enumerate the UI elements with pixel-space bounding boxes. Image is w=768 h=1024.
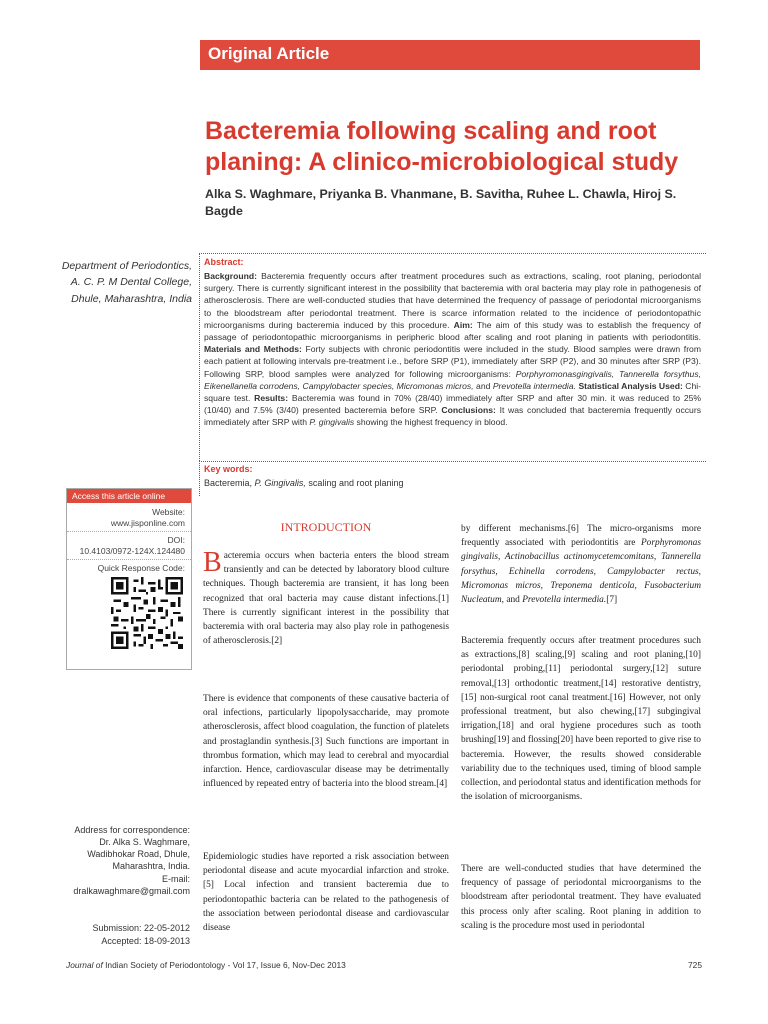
access-heading: Access this article online [67,489,191,503]
abstract-background-label: Background: [204,271,257,281]
abstract-organisms-last: Prevotella intermedia. [492,380,576,391]
qr-code-icon[interactable] [111,577,183,649]
intro-c2p1-ref: [7] [606,595,618,606]
intro-paragraph: There are well-conducted studies that have determined the frequency of passage of periodontal microorganisms to the bloodstream after periodontal treatment. They have evaluated this process only after scaling. Root planing in addition to scaling is the procedure most used in periodontal [461,864,701,931]
intro-paragraph: There is evidence that components of these causative bacteria of oral infections, particularly lipopolysaccharide, may promote atherosclerosis, affect blood coagulation, the function of platelets and prostaglandin synthesis.[3] Such functions are important in thrombus formation, which may lead to cerebral and myocardial infarction. Hence, cardiovascular disease may be detrimentally influenced by repeated entry of bacteria into the blood stream.[4] [203,694,449,790]
abstract-aim: The aim of this study was to establish the frequency of passage of periodontopathic microorganisms in peripheric blood after scaling and root planing in patients with periodontitis. [204,319,702,343]
doi-label: DOI: [167,535,185,545]
abstract-methods: Forty subjects with chronic periodontitis were included in the study. Blood samples were drawn from each patient at following intervals pre-treatment i.e., before SRP (P1), immediately after SRP (P2), and 30 minutes after SRP (P3). Following SRP, blood samples were analyzed for following microorganisms: [204,344,701,379]
qr-label: Quick Response Code: [97,563,185,573]
page-number: 725 [688,960,702,970]
intro-paragraph [461,522,701,607]
abstract-results: Bacteremia was found in 70% (28/40) immediately after SRP and after 30 min. it was reduced to 25% (10/40) and 7.5% (3/40) presented bacteremia before SRP. [204,393,702,416]
submission-date: Submission: 22-05-2012 [92,923,190,933]
correspondence-label: Address for correspondence: [74,825,190,835]
intro-c2p1-species: Porphyromonas gingivalis, Actinobacillus actinomycetemcomitans, Tannerella forsythus, Echinella corrodens, Campylobacter rectus, Micromonas micros, Treponema denticola, Fusobacterium Nucleatum, [461,538,702,606]
abstract-organisms: Porphyromonasgingivalis, Tannerella forsythus, Eikenellanella corrodens, Campylobacter species, Micromonas micros, [204,368,702,391]
abstract-methods-label: Materials and Methods: [204,344,302,355]
abstract-conclusions: It was concluded that bacteremia frequently occurs immediately after SRP with [204,405,701,428]
article-title: Bacteremia following scaling and root planing: A clinico-microbiological study [205,117,679,176]
keywords-heading: Key words: [204,464,253,474]
intro-paragraph [203,549,449,648]
intro-paragraph: Bacteremia frequently occurs after treatment procedures such as extractions,[8] scaling,[9] scaling and root planing,[10] periodontal probing,[11] periodontal surgery,[12] suture removal,[13] orthodontic treatment,[14] restorative dentistry,[15] non-surgical root canal treatment.[16] However, not only professional treatment, but also chewing,[17] subgingival irrigation,[18] and oral hygiene procedures such as tooth brushing[19] and flossing[20] have been reported to give rise to bacteremia. However, the results showed considerable variability due to the techniques used, timing of blood sample collection, and periodontal status and identification methods for the isolation of microorganisms. [461,636,701,803]
correspondence-block [58,824,190,897]
affiliation: Department of Periodontics, A. C. P. M Dental College, Dhule, Maharashtra, India [61,260,192,305]
abstract-conclusions-end: showing the highest frequency in blood. [356,417,508,428]
page-footer [66,960,702,970]
abstract-organisms-and: and [476,380,491,391]
intro-p1: acteremia occurs when bacteria enters the blood stream transiently and can be detected by laboratory blood culture techniques. Though bacteremia are transient, it has long been recognized that oral bacteria may cause distant infections.[1] There is currently significant interest in the possibility that bacteremia with oral bacteria may also play role in pathogenesis of atherosclerosis.[2] [203,551,449,647]
abstract-heading: Abstract: [204,257,244,267]
author-list: Alka S. Waghmare, Priyanka B. Vhanmane, B. Savitha, Ruhee L. Chawla, Hiroj S. Bagde [205,187,677,219]
footer-journal-prefix: Journal of [66,960,103,970]
intro-c2p1-and: and [506,595,520,606]
drop-cap: B [203,547,222,578]
abstract-conclusions-species: P. gingivalis [309,417,355,428]
article-type-label: Original Article [208,44,330,63]
abstract-aim-label: Aim: [453,319,473,330]
website-link[interactable]: www.jisponline.com [110,518,185,529]
abstract-results-label: Results: [254,393,289,404]
abstract-stats-label: Statistical Analysis Used: [578,380,683,391]
intro-paragraph: Epidemiologic studies have reported a risk association between periodontal disease and acute myocardial infarction and stroke.[5] Local infection and transient bacteremia due to periodontopathic bacteria can be related to the pathogenesis of the association between periodontal disease and cardiovascular disease [203,852,449,934]
access-divider [67,531,191,532]
website-label: Website: [152,507,185,517]
website-block [111,507,185,530]
intro-c2p1-start: by different mechanisms.[6] The micro-organisms more frequently associated with periodontitis are [461,524,701,549]
correspondence-email[interactable]: E-mail: dralkawaghmare@gmail.com [73,873,190,896]
footer-journal-name: Indian Society of Periodontology [105,960,226,970]
keywords-start: Bacteremia, [204,478,253,488]
keywords-italic: P. Gingivalis, [254,478,306,488]
abstract-background: Bacteremia frequently occurs after treatment procedures such as extractions, scaling, root planing, periodontal surgery. There is currently significant interest in the possibility that bacteremia with oral bacteria may play role in pathogenesis of atherosclerosis. There are well-conducted studies that have determined the frequency of passage of periodontal microorganisms to the bloodstream after periodontal treatment. There is scarce information related to the incidence of periodontopathic microorganisms during bacteremia induced by this procedure. [204,271,702,330]
abstract-stats: Chi-square test. [204,380,702,404]
doi-value[interactable]: 10.4103/0972-124X.124480 [79,546,185,557]
introduction-heading: INTRODUCTION [280,520,372,534]
abstract-body [204,270,701,429]
correspondence-name: Dr. Alka S. Waghmare, [99,837,190,848]
access-divider [67,559,191,560]
doi-block [80,535,185,558]
accepted-date: Accepted: 18-09-2013 [101,936,190,947]
correspondence-address: Wadibhokar Road, Dhule, Maharashtra, India. [87,849,190,872]
keywords-text [204,478,404,488]
footer-volume: - Vol 17, Issue 6, Nov-Dec 2013 [227,960,346,970]
access-article-box [66,488,192,670]
intro-c2p1-last: Prevotella intermedia. [522,595,607,606]
abstract-conclusions-label: Conclusions: [441,405,496,416]
keywords-end: scaling and root planing [308,478,404,488]
submission-dates [58,922,190,948]
article-type-banner [200,40,700,70]
